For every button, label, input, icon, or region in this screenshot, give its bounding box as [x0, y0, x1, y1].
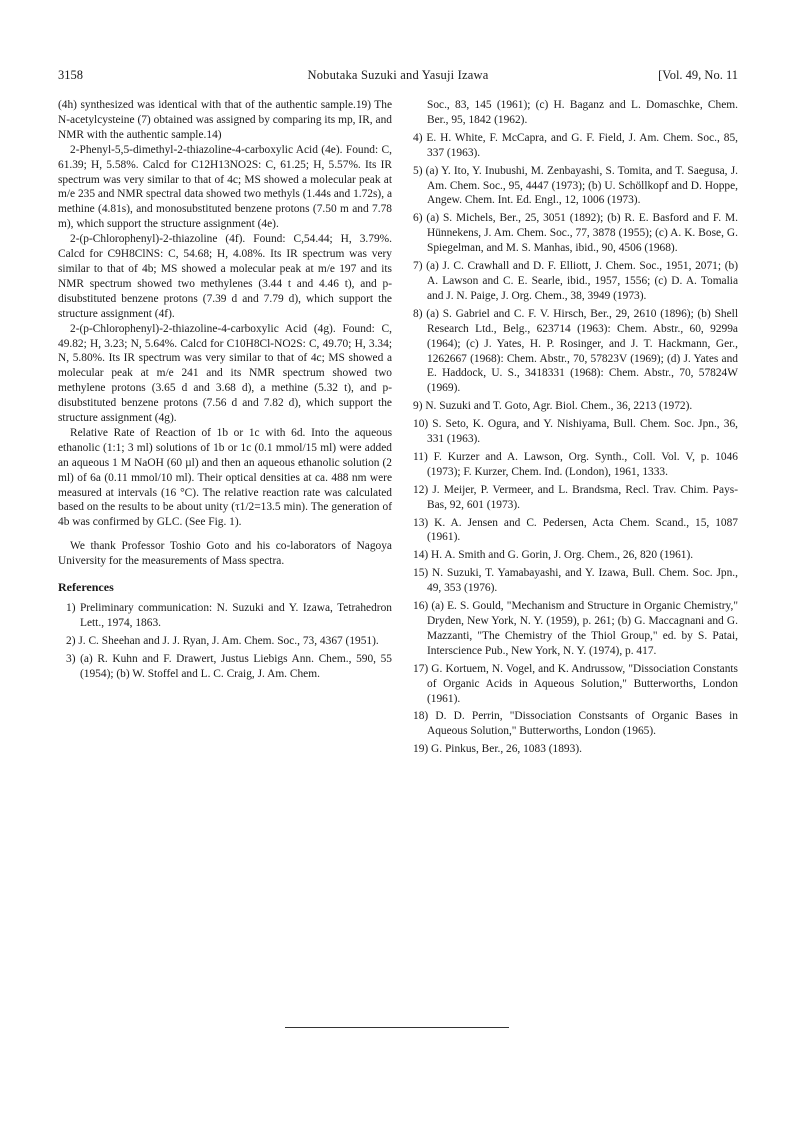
reference-item: 6) (a) S. Michels, Ber., 25, 3051 (1892); (b) R. E. Basford and F. M. Hünnekens, J. Am. Chem. Soc., 77, 3878 (1955); (c) A. K. Bose, G. Spiegelman, and M. S. Manhas, ibid., 90, 4506 (1968). — [413, 212, 738, 255]
paragraph-relative-rate: Relative Rate of Reaction of 1b or 1c with 6d. Into the aqueous ethanolic (1:1; 3 ml) solutions of 1b or 1c (0.1 mmol/15 ml) were added an aqueous 1 M NaOH (60 µl) and then an aqueous ethanolic solution (2 ml) of 6a (0.11 mmol/10 ml). Their optical densities at ca. 488 nm were measured at intervals (16 °C). The relative reaction rate was calculated based on the results to be about unity (τ1/2=13.5 min). The generation of 4b was confirmed by GLC. (See Fig. 1). — [58, 426, 392, 529]
reference-item: 18) D. D. Perrin, "Dissociation Constsants of Organic Bases in Aqueous Solution," Butterworths, London (1965). — [413, 710, 738, 738]
reference-item: 8) (a) S. Gabriel and C. F. V. Hirsch, Ber., 29, 2610 (1896); (b) Shell Research Ltd., Belg., 623714 (1963): Chem. Abstr., 60, 9299a (1964); (c) J. Yates, H. P. Rosinger, and J. T. Hackmann, Ger., 1262667 (1968): Chem. Abstr., 70, 57823V (1969); (d) J. Yates and E. Haddock, U. S., 3418331 (1968): Chem. Abstr., 70, 57824W (1969). — [413, 307, 738, 395]
reference-item: 4) E. H. White, F. McCapra, and G. F. Field, J. Am. Chem. Soc., 85, 337 (1963). — [413, 131, 738, 159]
reference-item: 16) (a) E. S. Gould, "Mechanism and Structure in Organic Chemistry," Dryden, New York, N. Y. (1959), p. 261; (b) G. Maccagnani and G. Mazzanti, "The Chemistry of the Thiol Group," ed. by S. Patai, Interscience Pub., New York, N. Y. (1974), p. 417. — [413, 600, 738, 657]
reference-item: 17) G. Kortuem, N. Vogel, and K. Andrussow, "Dissociation Constants of Organic Acids in Aqueous Solution," Butterworths, London (1961). — [413, 662, 738, 705]
page-number: 3158 — [58, 68, 83, 82]
reference-item: 7) (a) J. C. Crawhall and D. F. Elliott, J. Chem. Soc., 1951, 2071; (b) A. Lawson and C. E. Searle, ibid., 1957, 1556; (c) D. A. Tomalia and J. N. Paige, J. Org. Chem., 38, 3949 (1973). — [413, 260, 738, 302]
reference-item: 3) (a) R. Kuhn and F. Drawert, Justus Liebigs Ann. Chem., 590, 55 (1954); (b) W. Stoffel and L. C. Craig, J. Am. Chem. — [66, 652, 392, 680]
paragraph-compound-4e: 2-Phenyl-5,5-dimethyl-2-thiazoline-4-carboxylic Acid (4e). Found: C, 61.39; H, 5.58%. Calcd for C12H13NO2S: C, 61.25; H, 5.57%. Its IR spectrum was very similar to that of 4c; MS showed a molecular peak at m/e 235 and NMR spectral data showed two methyls (1.44s and 1.72s), a methine (4.81s), and monosubstituted benzene protons (7.50 m and 7.78 m), which support the structure assignment (4e). — [58, 143, 392, 231]
reference-continuation: Soc., 83, 145 (1961); (c) H. Baganz and L. Domaschke, Chem. Ber., 95, 1842 (1962). — [427, 99, 738, 126]
reference-item: 12) J. Meijer, P. Vermeer, and L. Brandsma, Recl. Trav. Chim. Pays-Bas, 92, 601 (1973). — [413, 483, 738, 511]
reference-item: 19) G. Pinkus, Ber., 26, 1083 (1893). — [413, 743, 582, 756]
reference-item: 14) H. A. Smith and G. Gorin, J. Org. Chem., 26, 820 (1961). — [413, 549, 694, 562]
reference-item: 13) K. A. Jensen and C. Pedersen, Acta Chem. Scand., 15, 1087 (1961). — [413, 516, 738, 544]
end-rule — [285, 1027, 509, 1028]
reference-item: 10) S. Seto, K. Ogura, and Y. Nishiyama, Bull. Chem. Soc. Jpn., 36, 331 (1963). — [413, 418, 738, 446]
left-column — [58, 98, 392, 685]
reference-item: 15) N. Suzuki, T. Yamabayashi, and Y. Izawa, Bull. Chem. Soc. Jpn., 49, 353 (1976). — [413, 567, 738, 595]
reference-item: 2) J. C. Sheehan and J. J. Ryan, J. Am. Chem. Soc., 73, 4367 (1951). — [66, 634, 379, 647]
reference-item: 11) F. Kurzer and A. Lawson, Org. Synth., Coll. Vol. V, p. 1046 (1973); F. Kurzer, Chem. Ind. (London), 1961, 1333. — [413, 450, 738, 478]
reference-item: 5) (a) Y. Ito, Y. Inubushi, M. Zenbayashi, S. Tomita, and T. Saegusa, J. Am. Chem. Soc., 95, 4447 (1973); (b) U. Schöllkopf and D. Hoppe, Angew. Chem. Int. Ed. Engl., 12, 1006 (1973). — [413, 164, 738, 207]
paragraph-compound-4f: 2-(p-Chlorophenyl)-2-thiazoline (4f). Found: C,54.44; H, 3.79%. Calcd for C9H8ClNS: C, 54.68; H, 4.08%. Its IR spectrum was very similar to that of 4b; MS showed a molecular peak at m/e 197 and its NMR spectrum showed two methylenes (3.44 t and 4.46 t), and p-disubstituted benzene protons (7.39 d and 7.79 d), which support the structure assignment (4f). — [58, 233, 392, 320]
journal-volume: [Vol. 49, No. 11 — [658, 68, 738, 82]
acknowledgment: We thank Professor Toshio Goto and his co-laborators of Nagoya University for the measurements of Mass spectra. — [58, 540, 392, 568]
paragraph-compound-4g: 2-(p-Chlorophenyl)-2-thiazoline-4-carboxylic Acid (4g). Found: C, 49.82; H, 3.23; N, 5.64%. Calcd for C10H8Cl-NO2S: C, 49.70; H, 3.34; N, 5.80%. Its IR spectrum was very similar to that of 4c; MS showed a molecular peak at m/e 241 and its NMR spectrum showed two methylene protons (3.65 d and 3.68 d), a methine (5.32 t), and p-disubstituted benzene protons (7.56 d and 7.82 d), which support the structure assignment (4g). — [58, 322, 392, 425]
running-authors: Nobutaka Suzuki and Yasuji Izawa — [307, 68, 489, 82]
paragraph-4h-identity: (4h) synthesized was identical with that of the authentic sample.19) The N-acetylcysteine (7) obtained was assigned by comparing its mp, IR, and NMR with the authentic sample.14) — [58, 99, 392, 141]
right-column — [405, 98, 738, 760]
reference-item: 9) N. Suzuki and T. Goto, Agr. Biol. Chem., 36, 2213 (1972). — [413, 400, 693, 413]
references-heading: References — [58, 580, 114, 595]
running-header — [58, 68, 738, 84]
reference-item: 1) Preliminary communication: N. Suzuki and Y. Izawa, Tetrahedron Lett., 1974, 1863. — [66, 602, 392, 629]
